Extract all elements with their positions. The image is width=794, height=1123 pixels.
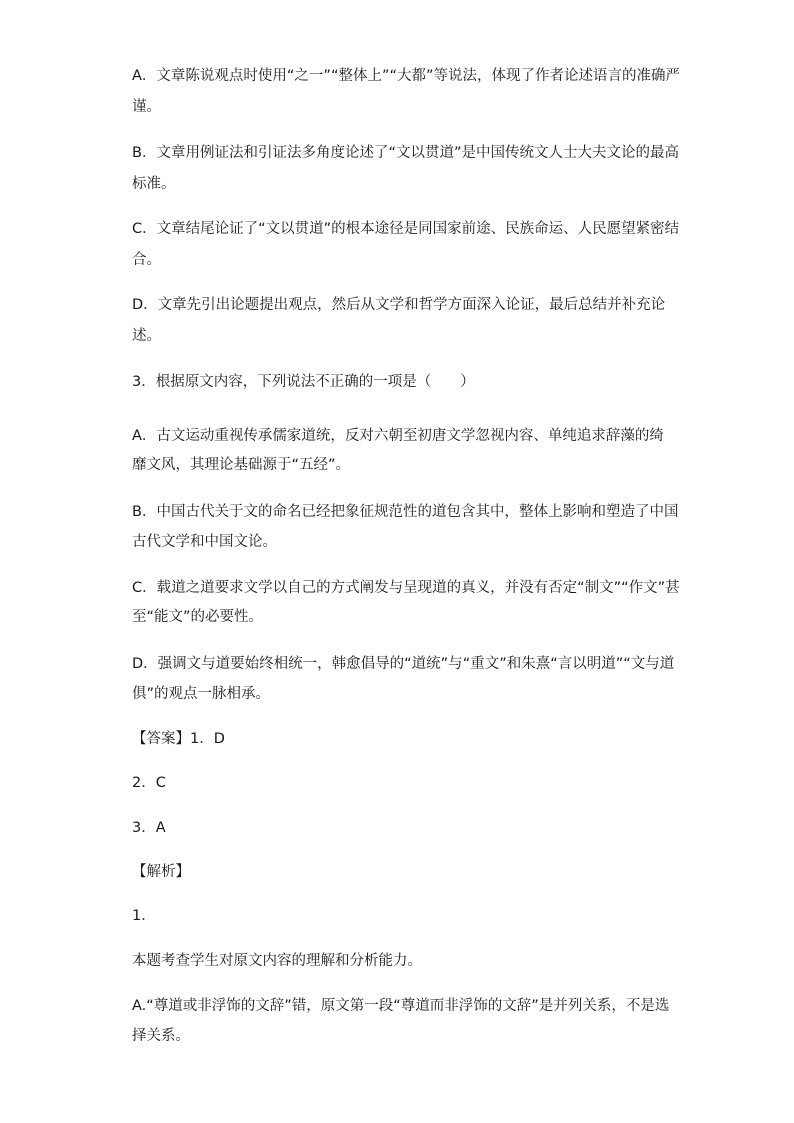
analysis-text-1: 本题考查学生对原文内容的理解和分析能力。 bbox=[132, 953, 422, 969]
answer-3: 3．A bbox=[132, 820, 166, 836]
answer-2: 2．C bbox=[132, 775, 166, 791]
q3-option-b-line-1: B．中国古代关于文的命名已经把象征规范性的道包含其中，整体上影响和塑造了中国 bbox=[132, 504, 679, 520]
question-3: 3．根据原文内容，下列说法不正确的一项是（ ） bbox=[132, 374, 475, 390]
option-c-line-2: 合。 bbox=[132, 252, 161, 268]
option-b-line-2: 标准。 bbox=[132, 176, 176, 192]
analysis-heading: 【解析】 bbox=[132, 864, 190, 880]
q3-option-b-line-2: 古代文学和中国文论。 bbox=[132, 534, 277, 550]
q3-option-c-line-2: 至“能文”的必要性。 bbox=[132, 609, 264, 625]
option-a-line-2: 谨。 bbox=[132, 99, 161, 115]
option-c-line-1: C．文章结尾论证了“文以贯道”的根本途径是同国家前途、民族命运、人民愿望紧密结 bbox=[132, 221, 680, 237]
option-d-line-2: 述。 bbox=[132, 328, 161, 344]
analysis-item-1: 1． bbox=[132, 908, 156, 924]
option-b-line-1: B．文章用例证法和引证法多角度论述了“文以贯道”是中国传统文人士大夫文论的最高 bbox=[132, 145, 679, 161]
answer-heading: 【答案】1．D bbox=[132, 731, 225, 747]
q3-option-c-line-1: C．载道之道要求文学以自己的方式阐发与呈现道的真义，并没有否定“制文”“作文”甚 bbox=[132, 580, 680, 596]
q3-option-d-line-1: D．强调文与道要始终相统一，韩愈倡导的“道统”与“重文”和朱熹“言以明道”“文与道 bbox=[132, 656, 675, 672]
q3-option-a-line-2: 靡文风，其理论基础源于“五经”。 bbox=[132, 457, 351, 473]
option-d-line-1: D．文章先引出论题提出观点，然后从文学和哲学方面深入论证，最后总结并补充论 bbox=[132, 297, 666, 313]
option-a-line-1: A．文章陈说观点时使用“之一”“整体上”“大都”等说法，体现了作者论述语言的准确严 bbox=[132, 68, 680, 84]
analysis-text-2-line-2: 择关系。 bbox=[132, 1028, 190, 1044]
analysis-text-2-line-1: A.“尊道或非浮饰的文辞”错，原文第一段“尊道而非浮饰的文辞”是并列关系，不是选 bbox=[132, 998, 670, 1014]
q3-option-d-line-2: 俱”的观点一脉相承。 bbox=[132, 686, 271, 702]
q3-option-a-line-1: A．古文运动重视传承儒家道统，反对六朝至初唐文学忽视内容、单纯追求辞藻的绮 bbox=[132, 428, 664, 444]
